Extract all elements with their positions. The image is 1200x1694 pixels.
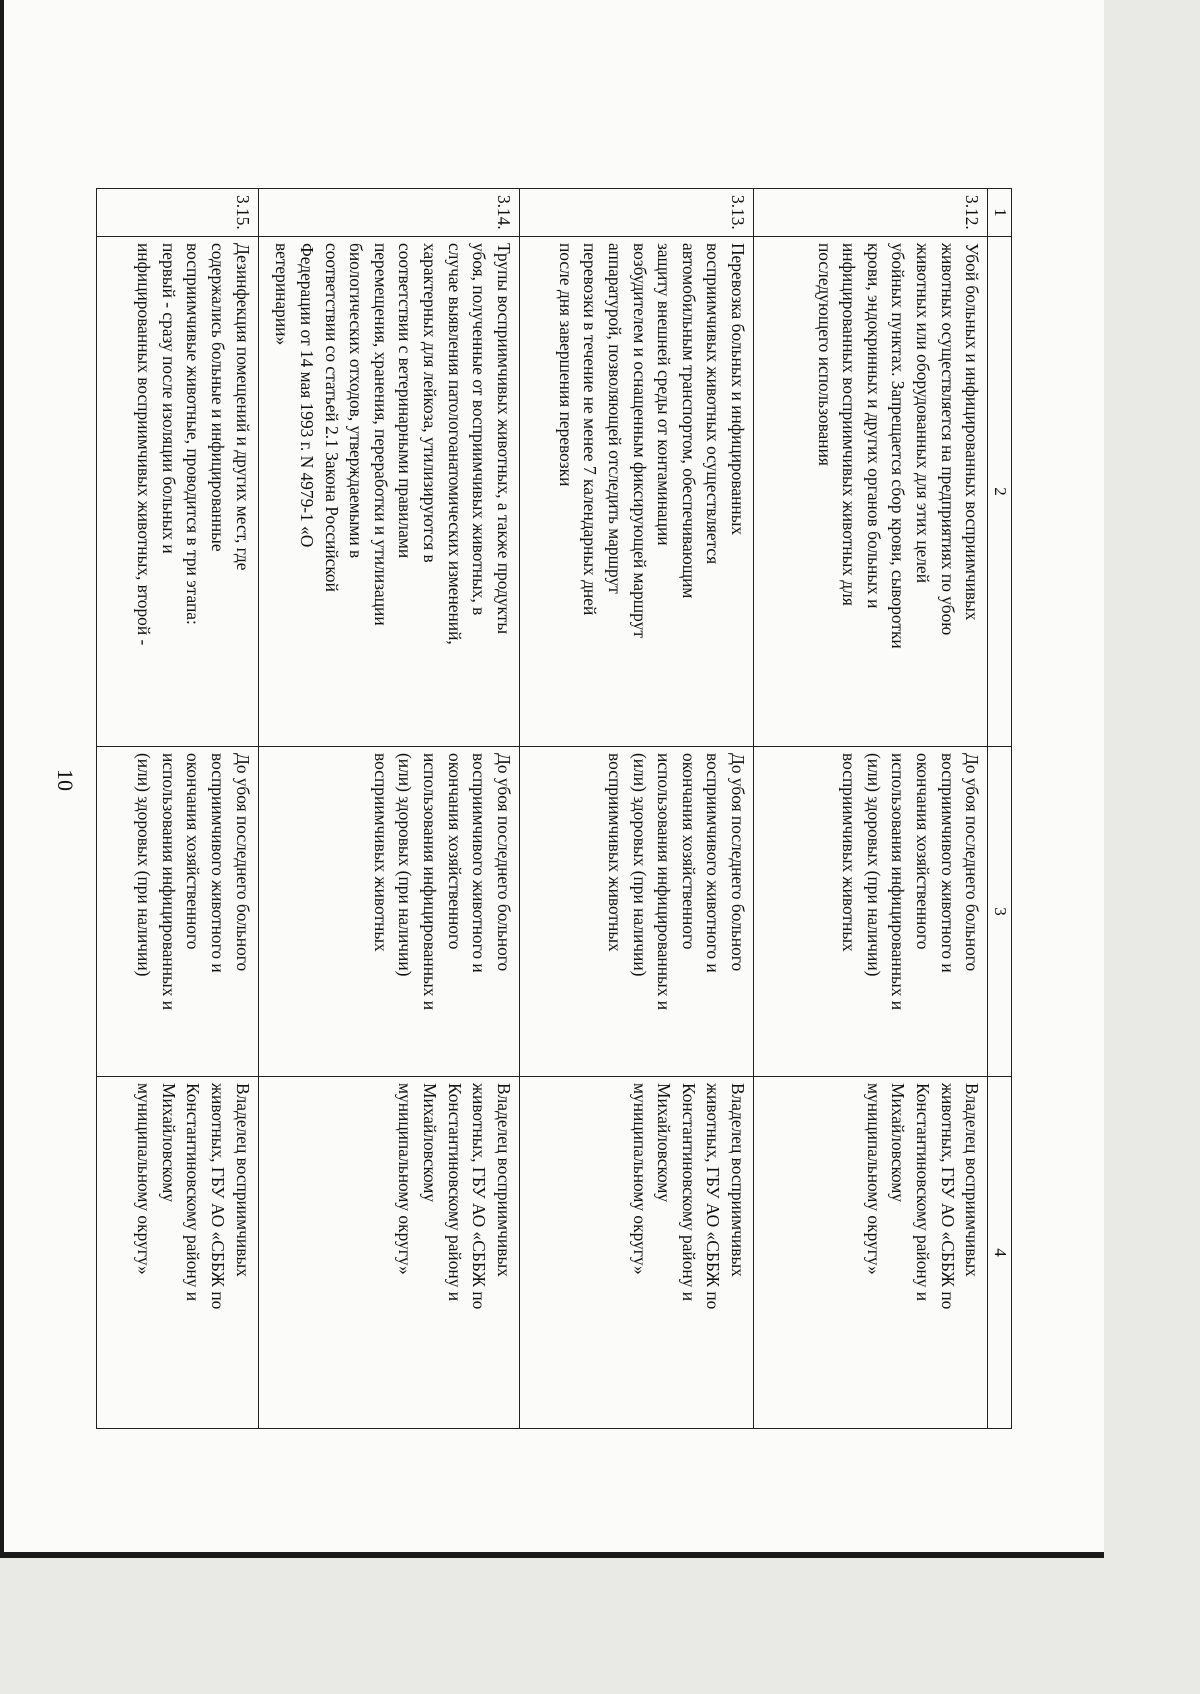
responsible-cell: Владелец восприимчивых животных, ГБУ АО «СББЖ по Константиновскому району и Михайловскому муниципальному округу» — [519, 1077, 753, 1429]
responsible-cell: Владелец восприимчивых животных, ГБУ АО «СББЖ по Константиновскому району и Михайловскому муниципальному округу» — [753, 1077, 987, 1429]
table-row — [97, 189, 259, 1429]
responsible-cell: Владелец восприимчивых животных, ГБУ АО «СББЖ по Константиновскому району и Михайловскому муниципальному округу» — [258, 1077, 519, 1429]
rotated-content — [4, 0, 1108, 1558]
row-number: 3.12. — [753, 189, 987, 237]
measure-cell: Дезинфекция помещений и других мест, где содержались больные и инфицированные восприимчивые животные, проводится в три этапа: первый - сразу после изоляции больных и инфицированных восприимчивых животных, второй - — [97, 237, 259, 747]
row-number: 3.15. — [97, 189, 259, 237]
term-cell: До убоя последнего больного восприимчивого животного и окончания хозяйственного использования инфицированных и (или) здоровых (при наличии) восприимчивых животных — [258, 747, 519, 1077]
page-number: 10 — [53, 769, 78, 791]
table-header-row — [988, 189, 1012, 1429]
header-cell-3: 3 — [988, 747, 1012, 1077]
term-cell: До убоя последнего больного восприимчивого животного и окончания хозяйственного использования инфицированных и (или) здоровых (при наличии) — [97, 747, 259, 1077]
measure-cell: Трупы восприимчивых животных, а также продукты убоя, полученные от восприимчивых животных, в случае выявления патологоанатомических изменений, характерных для лейкоза, утилизируются в соответствии с ветеринарными правилами перемещения, хранения, переработки и утилизации биологических отходов, утверждаемыми в соответствии со статьей 2.1 Закона Российской Федерации от 14 мая 1993 г. N 4979-1 «О ветеринарии» — [258, 237, 519, 747]
table-row — [753, 189, 987, 1429]
measure-cell: Убой больных и инфицированных восприимчивых животных осуществляется на предприятиях по убою животных или оборудованных для этих целей убойных пунктах. Запрещается сбор крови, сыворотки крови, эндокринных и других органов больных и инфицированных восприимчивых животных для последующего использования — [753, 237, 987, 747]
row-number: 3.14. — [258, 189, 519, 237]
header-cell-2: 2 — [988, 237, 1012, 747]
measures-table — [96, 188, 1012, 1429]
header-cell-4: 4 — [988, 1077, 1012, 1429]
row-number: 3.13. — [519, 189, 753, 237]
table-row — [258, 189, 519, 1429]
measure-cell: Перевозка больных и инфицированных восприимчивых животных осуществляется автомобильным транспортом, обеспечивающим защиту внешней среды от контаминации возбудителем и оснащенным фиксирующей маршрут аппаратурой, позволяющей отследить маршрут перевозки в течение не менее 7 календарных дней после дня завершения перевозки — [519, 237, 753, 747]
responsible-cell: Владелец восприимчивых животных, ГБУ АО «СББЖ по Константиновскому району и Михайловскому муниципальному округу» — [97, 1077, 259, 1429]
term-cell: До убоя последнего больного восприимчивого животного и окончания хозяйственного использования инфицированных и (или) здоровых (при наличии) восприимчивых животных — [519, 747, 753, 1077]
table-row — [519, 189, 753, 1429]
header-cell-1: 1 — [988, 189, 1012, 237]
term-cell: До убоя последнего больного восприимчивого животного и окончания хозяйственного использования инфицированных и (или) здоровых (при наличии) восприимчивых животных — [753, 747, 987, 1077]
